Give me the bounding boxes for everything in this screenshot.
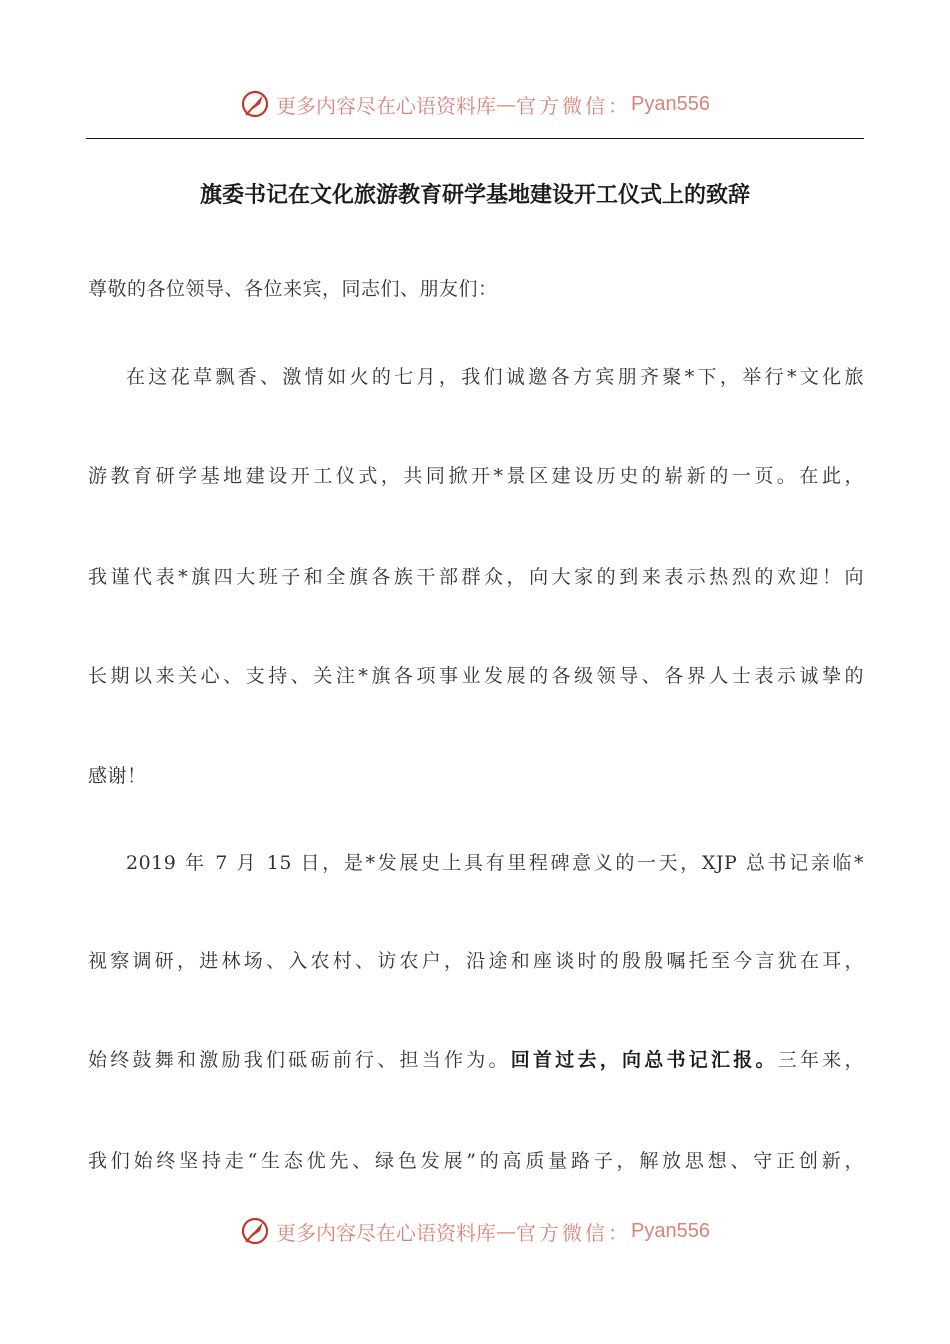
quill-logo-icon xyxy=(240,1216,270,1246)
footer-banner xyxy=(0,1211,950,1251)
banner-brand: 更多内容尽在心语资料库 xyxy=(276,1220,497,1245)
paragraph-line: 感谢！ xyxy=(88,765,147,787)
paragraph-line: 在这花草飘香、激情如火的七月，我们诚邀各方宾朋齐聚*下，举行*文化旅 xyxy=(126,366,864,388)
banner-brand: 更多内容尽在心语资料库 xyxy=(276,93,497,118)
document-title: 旗委书记在文化旅游教育研学基地建设开工仪式上的致辞 xyxy=(199,183,750,208)
salutation: 尊敬的各位领导、各位来宾，同志们、朋友们： xyxy=(88,278,498,300)
paragraph-line: 长期以来关心、支持、关注*旗各项事业发展的各级领导、各界人士表示诚挚的 xyxy=(88,665,864,687)
paragraph-line xyxy=(88,1045,864,1072)
banner-dash: — xyxy=(496,92,517,116)
paragraph-line: 视察调研，进林场、入农村、访农户，沿途和座谈时的殷殷嘱托至今言犹在耳， xyxy=(88,950,864,972)
banner-dash: — xyxy=(496,1219,517,1243)
line-text: 三年来， xyxy=(777,1049,864,1071)
banner-wechat-label: 官方微信： xyxy=(516,93,632,118)
bold-phrase: 回首过去，向总书记汇报。 xyxy=(510,1049,778,1071)
header-rule xyxy=(86,138,864,139)
paragraph-line: 2019 年 7 月 15 日，是*发展史上具有里程碑意义的一天，XJP 总书记亲临* xyxy=(126,852,864,874)
paragraph-line: 我们始终坚持走“生态优先、绿色发展”的高质量路子，解放思想、守正创新， xyxy=(88,1150,864,1172)
paragraph-line: 游教育研学基地建设开工仪式，共同掀开*景区建设历史的崭新的一页。在此， xyxy=(88,465,864,487)
banner-wechat-label: 官方微信： xyxy=(516,1220,632,1245)
banner-wechat-id: Pyan556 xyxy=(631,92,710,115)
banner-wechat-id: Pyan556 xyxy=(631,1219,710,1242)
line-text: 始终鼓舞和激励我们砥砺前行、担当作为。 xyxy=(88,1049,511,1071)
paragraph-line: 我谨代表*旗四大班子和全旗各族干部群众，向大家的到来表示热烈的欢迎！向 xyxy=(88,566,864,588)
header-banner xyxy=(0,84,950,124)
quill-logo-icon xyxy=(240,89,270,119)
